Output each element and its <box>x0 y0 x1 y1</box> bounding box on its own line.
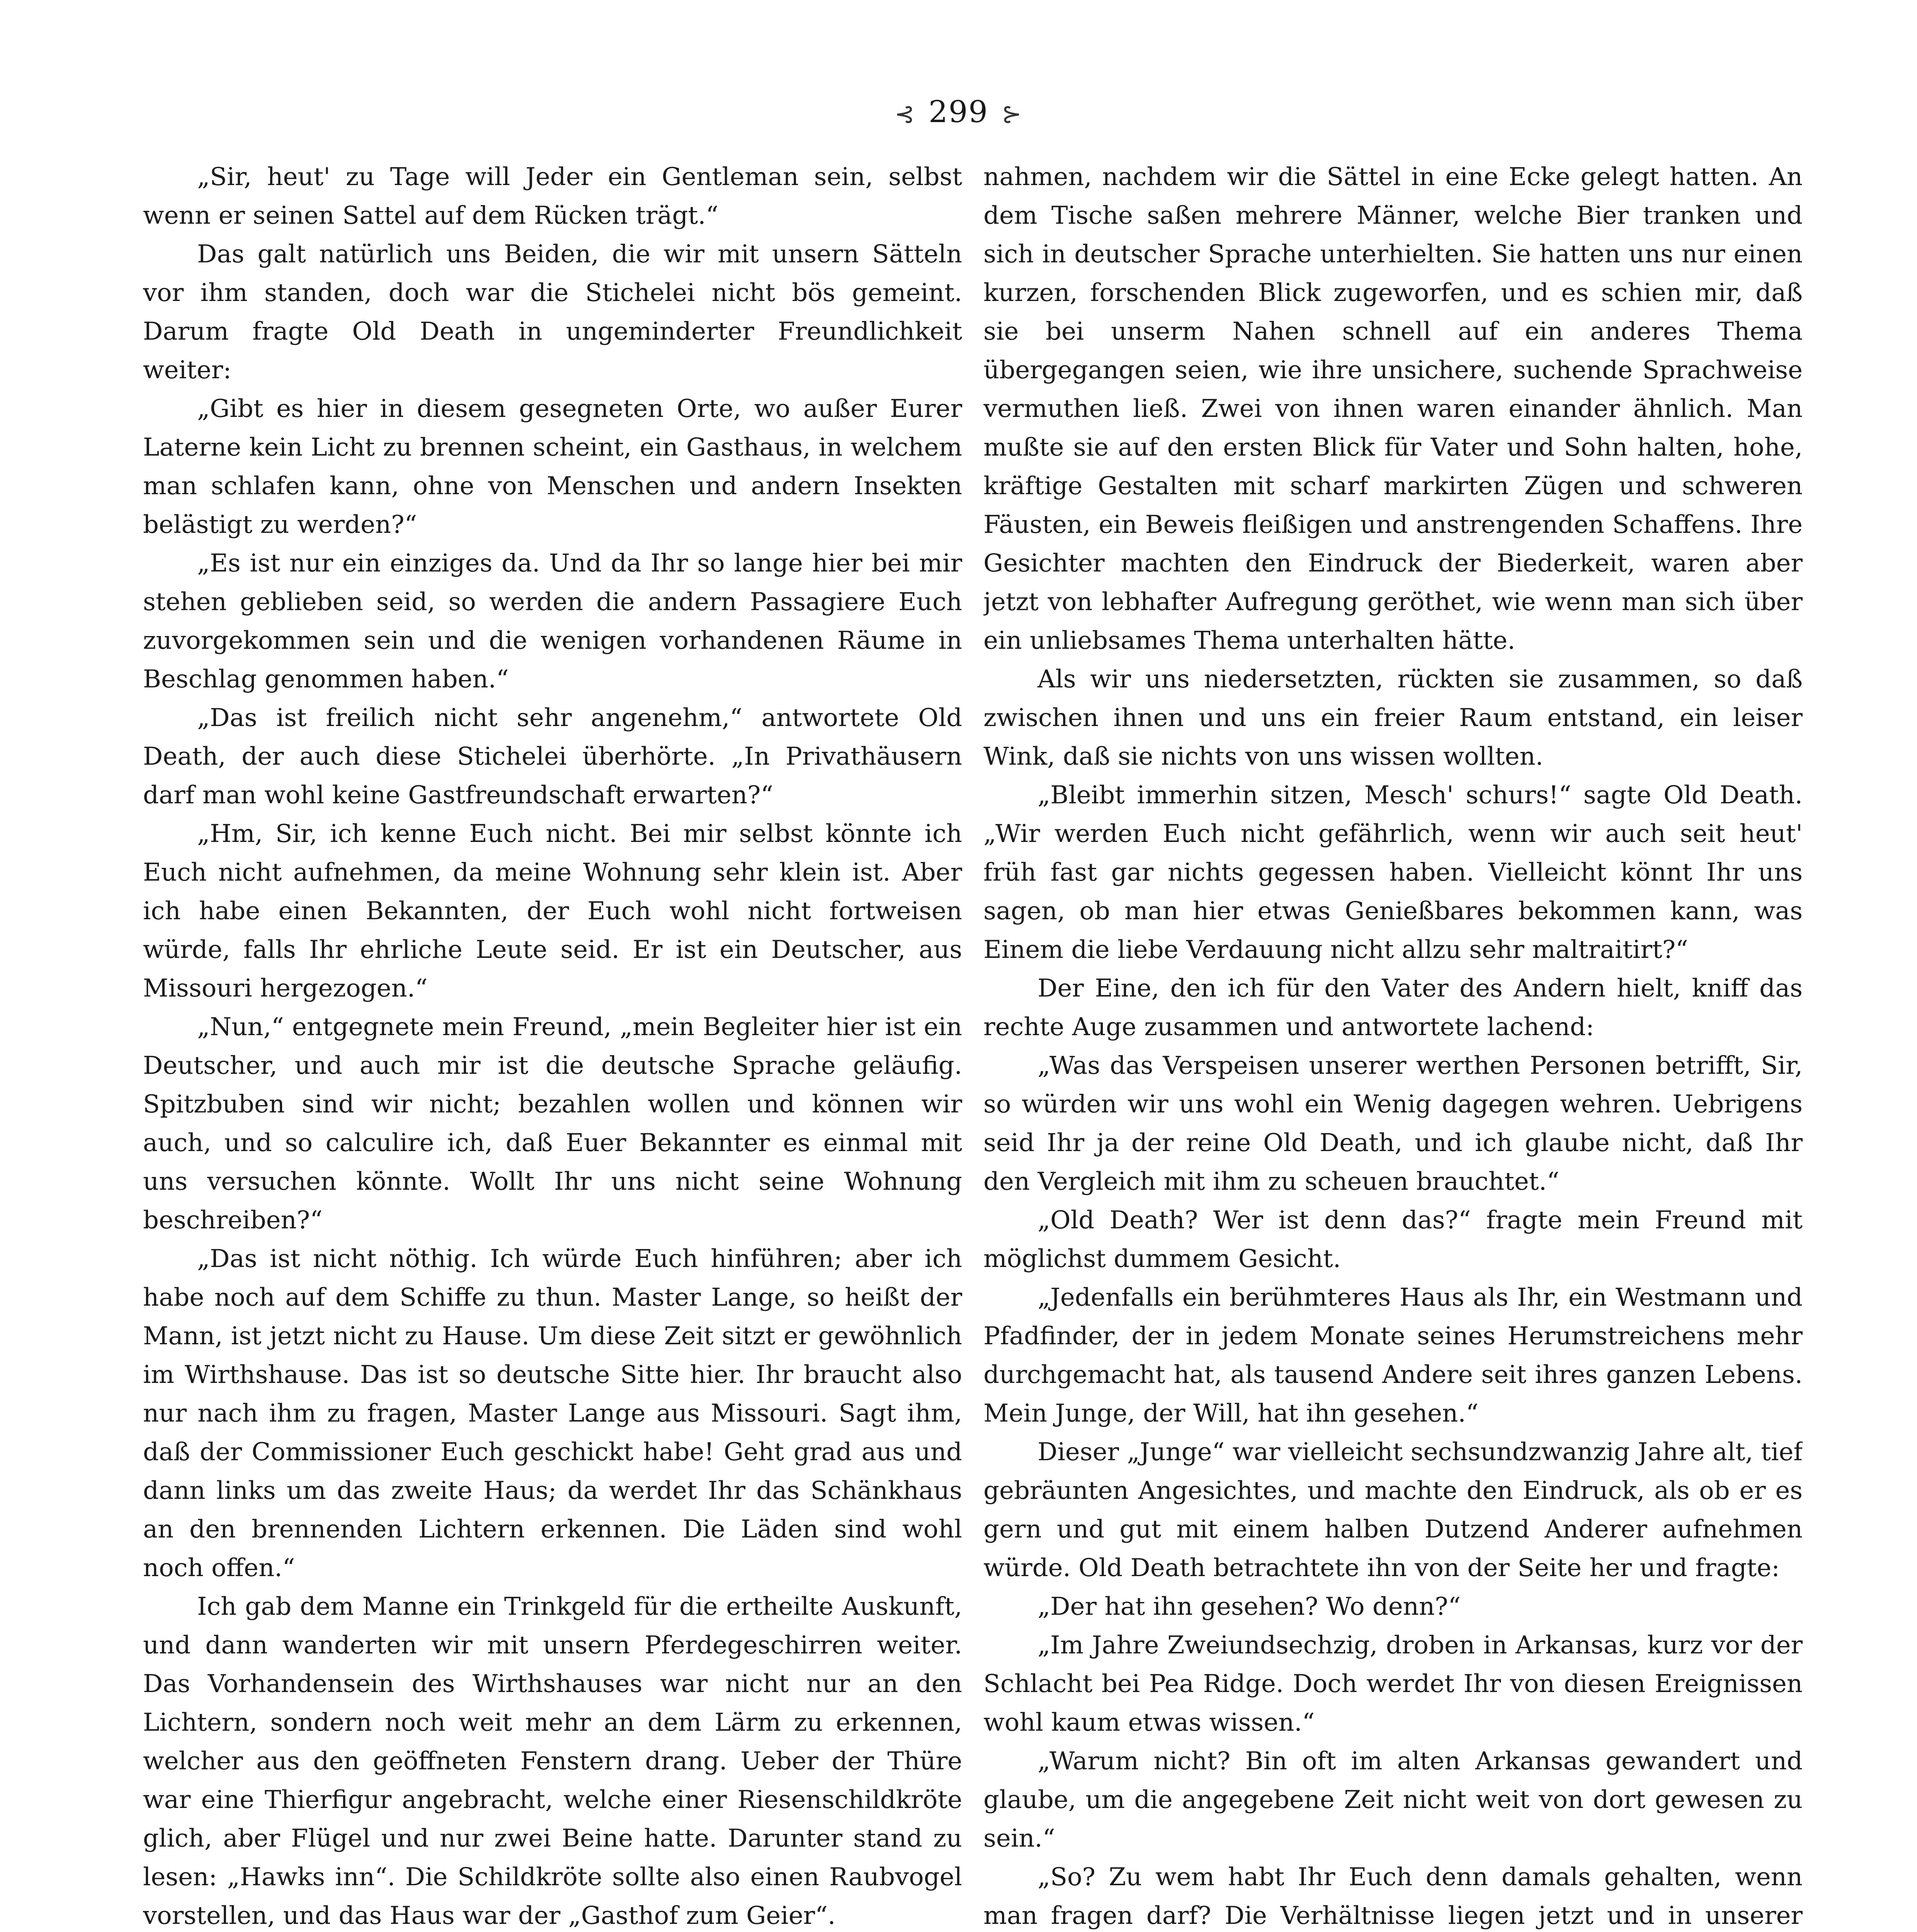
paragraph: Das galt natürlich uns Beiden, die wir mit unsern Sätteln vor ihm standen, doch war die Stichelei nicht bös gemeint. Darum fragte Old Death in ungeminderter Freundlichkeit weiter: <box>143 240 962 384</box>
paragraph: „Nun,“ entgegnete mein Freund, „mein Begleiter hier ist ein Deutscher, und auch mir ist die deutsche Sprache geläufig. Spitzbuben sind wir nicht; bezahlen wollen und können wir auch, und so calculire ich, daß Euer Bekannter es einmal mit uns versuchen könnte. Wollt Ihr uns nicht seine Wohnung beschreiben?“ <box>143 1013 962 1235</box>
paragraph: „Was das Verspeisen unserer werthen Personen betrifft, Sir, so würden wir uns wohl ein Wenig dagegen wehren. Uebrigens seid Ihr ja der reine Old Death, und ich glaube nicht, daß Ihr den Vergleich mit ihm zu scheuen brauchtet.“ <box>983 1051 1803 1196</box>
paragraph: „Warum nicht? Bin oft im alten Arkansas gewandert und glaube, um die angegebene Zeit nicht weit von dort gewesen zu sein.“ <box>983 1747 1803 1853</box>
ornament-left-icon: ⊰ <box>895 100 916 128</box>
paragraph-continuation: nahmen, nachdem wir die Sättel in eine Ecke gelegt hatten. An dem Tische saßen mehrere Männer, welche Bier tranken und sich in deutscher Sprache unterhielten. Sie hatten uns nur einen kurzen, forschenden Blick zugeworfen, und es schien mir, daß sie bei unserm Nahen schnell auf ein anderes Thema übergegangen seien, wie ihre unsichere, suchende Sprachweise vermuthen ließ. Zwei von ihnen waren einander ähnlich. Man mußte sie auf den ersten Blick für Vater und Sohn halten, hohe, kräftige Gestalten mit scharf markirten Zügen und schweren Fäusten, ein Beweis fleißigen und anstrengenden Schaffens. Ihre Gesichter machten den Eindruck der Biederkeit, waren aber jetzt von lebhafter Aufregung geröthet, wie wenn man sich über ein unliebsames Thema unterhalten hätte. <box>983 163 1803 655</box>
paragraph: „Old Death? Wer ist denn das?“ fragte mein Freund mit möglichst dummem Gesicht. <box>983 1206 1803 1273</box>
paragraph: „Das ist freilich nicht sehr angenehm,“ antwortete Old Death, der auch diese Stichelei überhörte. „In Privathäusern darf man wohl keine Gastfreundschaft erwarten?“ <box>143 704 962 810</box>
paragraph: „Bleibt immerhin sitzen, Mesch' schurs!“ sagte Old Death. „Wir werden Euch nicht gefährlich, wenn wir auch seit heut' früh fast gar nichts gegessen haben. Vielleicht könnt Ihr uns sagen, ob man hier etwas Genießbares bekommen kann, was Einem die liebe Verdauung nicht allzu sehr maltraitirt?“ <box>983 781 1803 964</box>
page-number: 299 <box>929 95 988 129</box>
left-column <box>143 158 962 1932</box>
paragraph: „Gibt es hier in diesem gesegneten Orte, wo außer Eurer Laterne kein Licht zu brennen scheint, ein Gasthaus, in welchem man schlafen kann, ohne von Menschen und andern Insekten belästigt zu werden?“ <box>143 395 962 539</box>
paragraph: „Hm, Sir, ich kenne Euch nicht. Bei mir selbst könnte ich Euch nicht aufnehmen, da meine Wohnung sehr klein ist. Aber ich habe einen Bekannten, der Euch wohl nicht fortweisen würde, falls Ihr ehrliche Leute seid. Er ist ein Deutscher, aus Missouri hergezogen.“ <box>143 820 962 1003</box>
paragraph: „Sir, heut' zu Tage will Jeder ein Gentleman sein, selbst wenn er seinen Sattel auf dem Rücken trägt.“ <box>143 163 962 230</box>
paragraph: „Der hat ihn gesehen? Wo denn?“ <box>1038 1592 1461 1621</box>
right-column <box>983 158 1803 1932</box>
paragraph: „So? Zu wem habt Ihr Euch denn damals gehalten, wenn man fragen darf? Die Verhältnisse liegen jetzt und in unserer <box>983 1863 1803 1930</box>
paragraph: „Im Jahre Zweiundsechzig, droben in Arkansas, kurz vor der Schlacht bei Pea Ridge. Doch werdet Ihr von diesen Ereignissen wohl kaum etwas wissen.“ <box>983 1631 1803 1737</box>
page-header <box>0 91 1917 135</box>
paragraph: Als wir uns niedersetzten, rückten sie zusammen, so daß zwischen ihnen und uns ein freier Raum entstand, ein leiser Wink, daß sie nichts von uns wissen wollten. <box>983 665 1803 771</box>
paragraph: „Das ist nicht nöthig. Ich würde Euch hinführen; aber ich habe noch auf dem Schiffe zu thun. Master Lange, so heißt der Mann, ist jetzt nicht zu Hause. Um diese Zeit sitzt er gewöhnlich im Wirthshause. Das ist so deutsche Sitte hier. Ihr braucht also nur nach ihm zu fragen, Master Lange aus Missouri. Sagt ihm, daß der Commissioner Euch geschickt habe! Geht grad aus und dann links um das zweite Haus; da werdet Ihr das Schänkhaus an den brennenden Lichtern erkennen. Die Läden sind wohl noch offen.“ <box>143 1245 962 1582</box>
paragraph: Dieser „Junge“ war vielleicht sechsundzwanzig Jahre alt, tief gebräunten Angesichtes, und machte den Eindruck, als ob er es gern und gut mit einem halben Dutzend Anderer aufnehmen würde. Old Death betrachtete ihn von der Seite her und fragte: <box>983 1438 1803 1582</box>
paragraph: „Es ist nur ein einziges da. Und da Ihr so lange hier bei mir stehen geblieben seid, so werden die andern Passagiere Euch zuvorgekommen sein und die wenigen vorhandenen Räume in Beschlag genommen haben.“ <box>143 549 962 694</box>
paragraph: Ich gab dem Manne ein Trinkgeld für die ertheilte Auskunft, und dann wanderten wir mit unsern Pferdegeschirren weiter. Das Vorhandensein des Wirthshauses war nicht nur an den Lichtern, sondern noch weit mehr an dem Lärm zu erkennen, welcher aus den geöffneten Fenstern drang. Ueber der Thüre war eine Thierfigur angebracht, welche einer Riesenschildkröte glich, aber Flügel und nur zwei Beine hatte. Darunter stand zu lesen: „Hawks inn“. Die Schildkröte sollte also einen Raubvogel vorstellen, und das Haus war der „Gasthof zum Geier“. <box>143 1592 962 1930</box>
paragraph: Der Eine, den ich für den Vater des Andern hielt, kniff das rechte Auge zusammen und antwortete lachend: <box>983 974 1803 1041</box>
ornament-right-icon: ⊱ <box>1001 100 1022 128</box>
paragraph: „Jedenfalls ein berühmteres Haus als Ihr, ein Westmann und Pfadfinder, der in jedem Monate seines Herumstreichens mehr durchgemacht hat, als tausend Andere seit ihres ganzen Lebens. Mein Junge, der Will, hat ihn gesehen.“ <box>983 1283 1803 1428</box>
